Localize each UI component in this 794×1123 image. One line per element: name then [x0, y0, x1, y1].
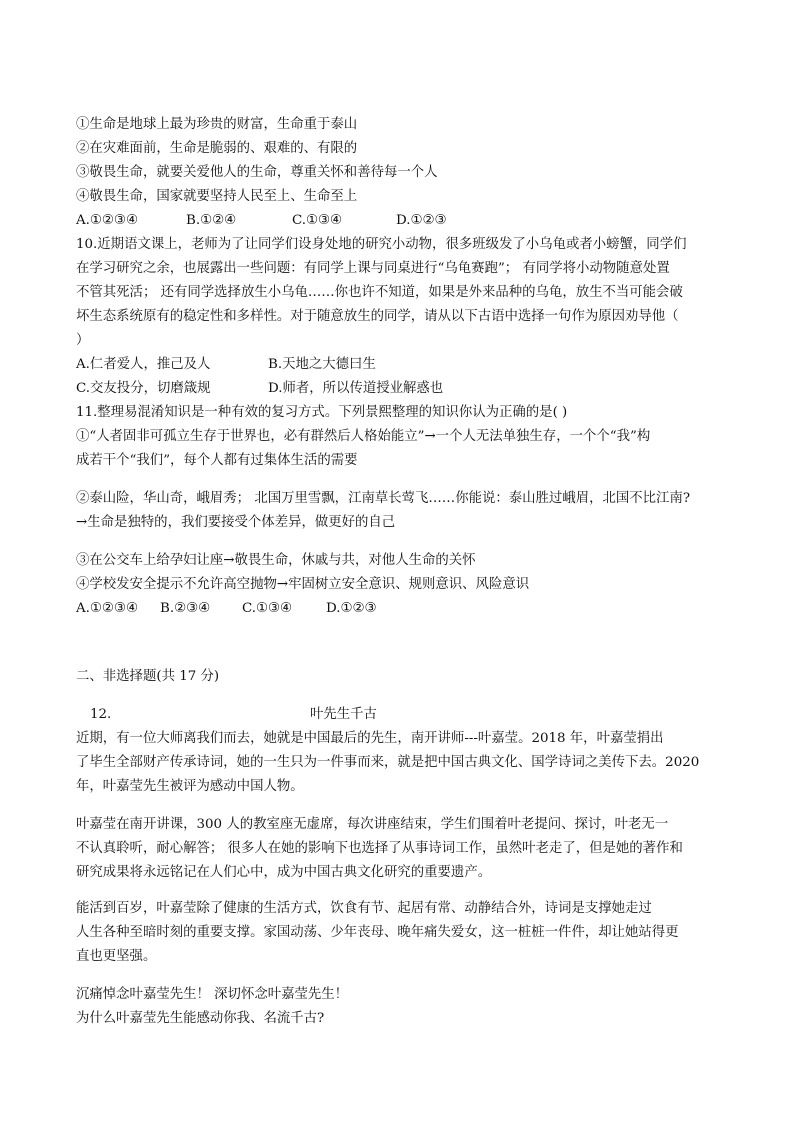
q12-paragraph-line: 能活到百岁，叶嘉莹除了健康的生活方式，饮食有节、起居有常、动静结合外，诗词是支撑她走过: [76, 901, 652, 916]
q11-option-c: C.①③④: [242, 601, 293, 616]
q9-option-d: D.①②③: [396, 213, 447, 228]
q12-paragraph-line: 直也更坚强。: [76, 949, 157, 964]
q11-line-5: →生命是独特的，我们要接受个体差异，做更好的自己: [76, 515, 396, 530]
q10-line-3: 不管其死活； 还有同学选择放生小乌龟……你也许不知道，如果是外来品种的乌龟，放生不当可能会破: [76, 285, 683, 300]
q10-line-4: 坏生态系统原有的稳定性和多样性。对于随意放生的同学，请从以下古语中选择一句作为原因劝导他（: [76, 309, 679, 324]
q11-line-3: 成若干个“我们”，每个人都有过集体生活的需要: [76, 453, 358, 468]
q10-line-5: ）: [76, 333, 90, 348]
q9-statement-1: ①生命是地球上最为珍贵的财富，生命重于泰山: [76, 117, 358, 132]
q12-number: 12.: [90, 707, 112, 722]
q12-paragraph-line: 近期，有一位大师离我们而去，她就是中国最后的先生，南开讲师---叶嘉莹。2018 年，叶嘉莹捐出: [76, 731, 664, 746]
q11-line-4: ②泰山险，华山奇，峨眉秀； 北国万里雪飘，江南草长莺飞……你能说：泰山胜过峨眉，北国不比江南?: [76, 491, 691, 506]
q12-paragraph-line: 了毕生全部财产传承诗词，她的一生只为一件事而来，就是把中国古典文化、国学诗词之美传下去。2020: [76, 755, 700, 770]
q11-line-6: ③在公交车上给孕妇让座→敬畏生命，休戚与共，对他人生命的关怀: [76, 553, 476, 568]
q10-option-d: D.师者，所以传道授业解惑也: [268, 381, 444, 396]
section-heading: 二、非选择题(共 17 分): [76, 669, 220, 684]
q10-option-c: C.交友投分，切磨箴规: [76, 381, 211, 396]
q9-statement-4: ④敬畏生命，国家就要坚持人民至上、生命至上: [76, 189, 358, 204]
q10-line-1: 10.近期语文课上，老师为了让同学们设身处地的研究小动物，很多班级发了小乌龟或者小螃蟹，同学们: [76, 237, 687, 252]
q12-paragraph-line: 人生各种至暗时刻的重要支撑。家国动荡、少年丧母、晚年痛失爱女，这一桩桩一件件，却让她站得更: [76, 925, 679, 940]
q11-line-7: ④学校发安全提示不允许高空抛物→牢固树立安全意识、规则意识、风险意识: [76, 577, 530, 592]
q12-tribute-line: 沉痛悼念叶嘉莹先生！ 深切怀念叶嘉莹先生！: [76, 987, 349, 1002]
q9-option-a: A.①②③④: [76, 213, 138, 228]
q11-option-a: A.①②③④: [76, 601, 138, 616]
q11-line-1: 11.整理易混淆知识是一种有效的复习方式。下列景熙整理的知识你认为正确的是( ): [76, 405, 568, 420]
q12-paragraph-line: 研究成果将永远铭记在人们心中，成为中国古典文化研究的重要遗产。: [76, 865, 492, 880]
q12-question-line: 为什么叶嘉莹先生能感动你我、名流千古?: [76, 1011, 325, 1026]
q12-title: 叶先生千古: [310, 707, 377, 722]
q9-statement-3: ③敬畏生命，就要关爱他人的生命，尊重关怀和善待每一个人: [76, 165, 438, 180]
q9-statement-2: ②在灾难面前，生命是脆弱的、艰难的、有限的: [76, 141, 358, 156]
q9-option-c: C.①③④: [292, 213, 343, 228]
q12-paragraph-line: 年，叶嘉莹先生被评为感动中国人物。: [76, 779, 304, 794]
q11-option-d: D.①②③: [326, 601, 377, 616]
q10-option-b: B.天地之大德曰生: [268, 357, 376, 372]
q9-option-b: B.①②④: [186, 213, 237, 228]
q11-line-2: ①“人者固非可孤立生存于世界也，必有群然后人格始能立”→一个人无法单独生存，一个个“我”构: [76, 429, 651, 444]
q10-line-2: 在学习研究之余，也展露出一些问题：有同学上课与同桌进行“乌龟赛跑”； 有同学将小动物随意处置: [76, 261, 670, 276]
q11-option-b: B.②③④: [160, 601, 211, 616]
q12-paragraph-line: 叶嘉莹在南开讲课，300 人的教室座无虚席，每次讲座结束，学生们围着叶老提问、探讨，叶老无一: [76, 817, 669, 832]
q10-option-a: A.仁者爱人，推己及人: [76, 357, 211, 372]
q12-paragraph-line: 不认真聆听，耐心解答； 很多人在她的影响下也选择了从事诗词工作，虽然叶老走了，但是她的著作和: [76, 841, 683, 856]
